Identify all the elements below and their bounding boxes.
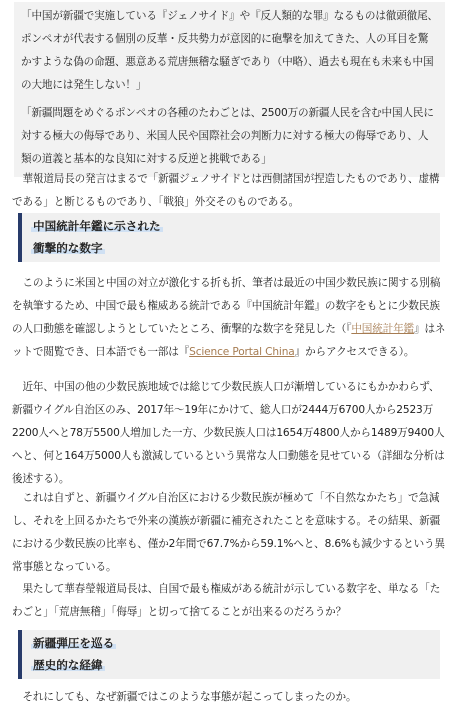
quote-block bbox=[14, 99, 445, 177]
section-heading bbox=[18, 630, 440, 679]
heading-line: 歴史的な経緯 bbox=[33, 658, 103, 672]
body-paragraph: これは自ずと、新疆ウイグル自治区における少数民族が極めて「不自然なかたち」で急減し、それを上回るかたちで外来の漢族が新疆に補充されたことを意味する。その結果、新疆における少数民族の比率も、僅か2年間で67.7%から59.1%へと、8.6%も減少するという異常事態となっている。 bbox=[12, 492, 445, 573]
heading-line: 衝撃的な数字 bbox=[33, 241, 103, 255]
heading-line: 中国統計年鑑に示された bbox=[33, 219, 161, 233]
body-paragraph: このように米国と中国の対立が激化する折も折、筆者は最近の中国少数民族に関する別稿を執筆するため、中国で最も権威ある統計である『中国統計年鑑』の数字をもとに少数民族の人口動態を確認しようとしていたところ、衝撃的な数字を発見した（『中国統計年鑑』はネットで閲覧でき、日本語でも一部は『Science Portal China』からアクセスできる）。 bbox=[12, 277, 446, 358]
body-paragraph: 華報道局長の発言はまるで「新疆ジェノサイドとは西側諸国が捏造したものであり、虚構である」と断じるものであり、「戦狼」外交そのものである。 bbox=[12, 173, 440, 208]
science-portal-china-link[interactable]: Science Portal China bbox=[189, 346, 295, 358]
section-heading bbox=[18, 213, 440, 262]
heading-line: 新疆弾圧を巡る bbox=[33, 636, 115, 650]
quote-text: 「新疆問題をめぐるポンペオの各種のたわごとは、2500万の新疆人民を含む中国人民に対する極大の侮辱であり、米国人民や国際社会の判断力に対する極大の侮辱であり、人類の道義と基本的な良知に対する反逆と挑戦である」 bbox=[21, 107, 434, 165]
body-paragraph: 果たして華春瑩報道局長は、自国で最も権威がある統計が示している数字を、単なる「たわごと」「荒唐無稽」「侮辱」と切って捨てることが出来るのだろうか？ bbox=[12, 583, 441, 618]
china-statistical-yearbook-link[interactable]: 中国統計年鑑 bbox=[351, 323, 415, 335]
quote-block bbox=[14, 2, 445, 103]
body-paragraph: 近年、中国の他の少数民族地域では総じて少数民族人口が漸増しているにもかかわらず、新疆ウイグル自治区のみ、2017年〜19年にかけて、総人口が2444万6700人から2523万2200人へと78万5500人増加した一方、少数民族人口は1654万4800人から1489万9400人へと、何と164万5000人も激減しているという異常な人口動態を見せている（詳細な分析は後述する）。 bbox=[12, 381, 445, 485]
quote-text: 「中国が新疆で実施している『ジェノサイド』や『反人類的な罪』なるものは徹頭徹尾、ポンペオが代表する個別の反華・反共勢力が意図的に砲撃を加えてきた、人の耳目を驚かすような偽の命題、悪意ある荒唐無稽な騒ぎであり（中略）、過去も現在も未来も中国の大地には発生しない！」 bbox=[21, 10, 439, 91]
body-paragraph: それにしても、なぜ新疆ではこのような事態が起こってしまったのか。 bbox=[12, 691, 357, 703]
